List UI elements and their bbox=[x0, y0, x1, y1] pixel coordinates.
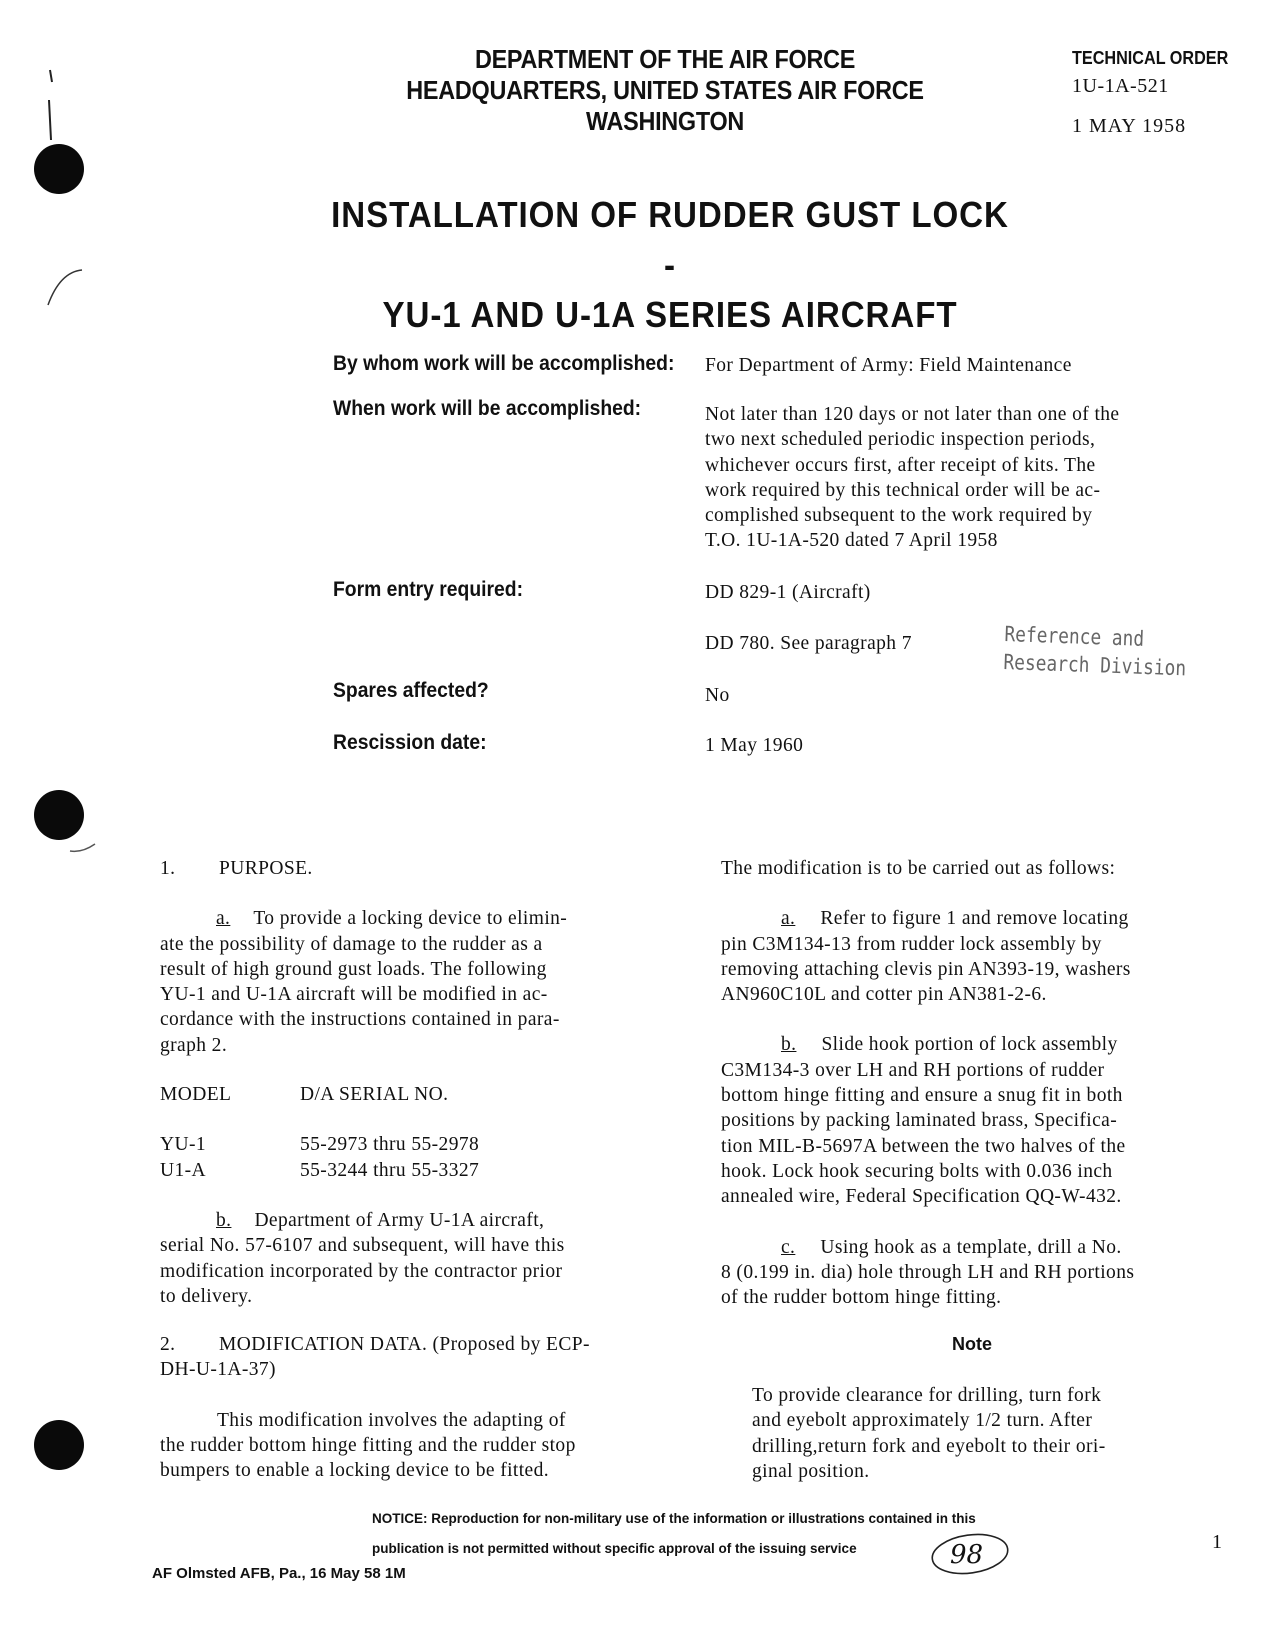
step-c bbox=[721, 1235, 1241, 1311]
section-title: PURPOSE. bbox=[219, 858, 313, 879]
dept-line-3: WASHINGTON bbox=[585, 106, 745, 136]
technical-order-date: 1 MAY 1958 bbox=[1072, 115, 1187, 137]
left-column bbox=[160, 856, 680, 1484]
right-column bbox=[721, 856, 1241, 1310]
paragraph-2 bbox=[160, 1408, 680, 1484]
text-line: graph 2. bbox=[160, 1034, 228, 1056]
note-text bbox=[752, 1383, 1232, 1484]
text-line: DH-U-1A-37) bbox=[160, 1359, 276, 1381]
text-line: MODIFICATION DATA. (Proposed by ECP- bbox=[219, 1334, 590, 1356]
text-line: To provide clearance for drilling, turn fork bbox=[752, 1385, 1102, 1406]
by-whom-label: By whom work will be accomplished: bbox=[333, 352, 675, 375]
step-b bbox=[721, 1032, 1241, 1209]
text-line: to delivery. bbox=[160, 1285, 253, 1307]
form-entry-label: Form entry required: bbox=[333, 578, 524, 601]
text-line: of the rudder bottom hinge fitting. bbox=[721, 1287, 1002, 1309]
print-footer: AF Olmsted AFB, Pa., 16 May 58 1M bbox=[152, 1565, 406, 1582]
section-2-heading bbox=[160, 1332, 680, 1383]
text-line: bottom hinge fitting and ensure a snug fit in both bbox=[721, 1085, 1123, 1107]
text-line: result of high ground gust loads. The following bbox=[160, 958, 547, 980]
technical-order-number: 1U-1A-521 bbox=[1072, 75, 1169, 97]
when-line: T.O. 1U-1A-520 dated 7 April 1958 bbox=[705, 530, 998, 552]
procedure-intro: The modification is to be carried out as follows: bbox=[721, 858, 1116, 879]
step-letter: a. bbox=[781, 908, 796, 930]
table-cell: 55-2973 thru 55-2978 bbox=[300, 1134, 480, 1156]
text-line: Using hook as a template, drill a No. bbox=[820, 1236, 1122, 1258]
text-line: and eyebolt approximately 1/2 turn. After bbox=[752, 1410, 1093, 1432]
text-line: hook. Lock hook securing bolts with 0.036 inch bbox=[721, 1160, 1113, 1182]
step-letter: b. bbox=[781, 1034, 797, 1056]
form-entry-value-1: DD 829-1 (Aircraft) bbox=[705, 582, 871, 603]
table-row bbox=[160, 1132, 479, 1157]
text-line: annealed wire, Federal Specification QQ-W-432. bbox=[721, 1186, 1122, 1208]
handwritten-number-text: 98 bbox=[950, 1540, 984, 1570]
table-row bbox=[160, 1158, 479, 1183]
title-line-1: INSTALLATION OF RUDDER GUST LOCK - bbox=[331, 194, 1009, 285]
text-line: ate the possibility of damage to the rudder as a bbox=[160, 933, 543, 955]
text-line: To provide a locking device to elimin- bbox=[253, 908, 568, 930]
technical-order-label: TECHNICAL ORDER bbox=[1072, 48, 1229, 68]
text-line: tion MIL-B-5697A between the two halves of the bbox=[721, 1135, 1126, 1157]
rescission-label: Rescission date: bbox=[333, 731, 487, 754]
notice-line-2: publication is not permitted without specific approval of the issuing service bbox=[372, 1541, 857, 1556]
document-title bbox=[330, 190, 1011, 340]
text-line: Slide hook portion of lock assembly bbox=[821, 1034, 1118, 1056]
table-cell: U1-A bbox=[160, 1159, 207, 1181]
text-line: This modification involves the adapting of bbox=[217, 1409, 566, 1431]
when-line: work required by this technical order will be ac- bbox=[705, 479, 1101, 501]
reference-stamp bbox=[1003, 620, 1188, 682]
text-line: removing attaching clevis pin AN393-19, washers bbox=[721, 958, 1131, 980]
text-line: serial No. 57-6107 and subsequent, will have this bbox=[160, 1235, 565, 1257]
punch-hole-bottom bbox=[34, 1420, 84, 1470]
form-entry-value-2: DD 780. See paragraph 7 bbox=[705, 633, 912, 654]
text-line: bumpers to enable a locking device to be fitted. bbox=[160, 1460, 550, 1482]
text-line: Refer to figure 1 and remove locating bbox=[820, 908, 1129, 930]
when-line: complished subsequent to the work required by bbox=[705, 505, 1093, 527]
spares-value: No bbox=[705, 685, 730, 706]
step-a bbox=[721, 906, 1241, 1007]
when-line: Not later than 120 days or not later than one of the bbox=[705, 404, 1120, 425]
stamp-line: Reference and bbox=[1004, 621, 1145, 651]
section-number: 2. bbox=[160, 1334, 176, 1356]
title-line-2: YU-1 AND U-1A SERIES AIRCRAFT bbox=[382, 294, 958, 335]
when-line: two next scheduled periodic inspection periods, bbox=[705, 429, 1096, 451]
dept-line-2: HEADQUARTERS, UNITED STATES AIR FORCE bbox=[406, 75, 924, 105]
paragraph-letter: a. bbox=[216, 908, 231, 930]
when-label: When work will be accomplished: bbox=[333, 397, 642, 420]
step-letter: c. bbox=[781, 1236, 796, 1258]
table-cell: 55-3244 thru 55-3327 bbox=[300, 1159, 480, 1181]
spares-label: Spares affected? bbox=[333, 679, 489, 702]
table-header: D/A SERIAL NO. bbox=[300, 1084, 449, 1106]
text-line: modification incorporated by the contractor prior bbox=[160, 1260, 563, 1282]
paragraph-1a bbox=[160, 906, 680, 1058]
text-line: 8 (0.199 in. dia) hole through LH and RH portions bbox=[721, 1261, 1135, 1283]
table-header-row bbox=[160, 1082, 479, 1107]
stamp-line: Research Division bbox=[1003, 649, 1187, 681]
section-1-heading bbox=[160, 856, 680, 881]
by-whom-value: For Department of Army: Field Maintenance bbox=[705, 355, 1072, 376]
serial-table bbox=[160, 1082, 479, 1183]
text-line: pin C3M134-13 from rudder lock assembly by bbox=[721, 933, 1102, 955]
text-line: ginal position. bbox=[752, 1460, 870, 1482]
dept-line-1: DEPARTMENT OF THE AIR FORCE bbox=[474, 44, 856, 74]
text-line: positions by packing laminated brass, Specifica- bbox=[721, 1110, 1118, 1132]
rescission-value: 1 May 1960 bbox=[705, 735, 804, 756]
table-cell: YU-1 bbox=[160, 1134, 207, 1156]
table-header: MODEL bbox=[160, 1084, 232, 1106]
text-line: the rudder bottom hinge fitting and the rudder stop bbox=[160, 1435, 576, 1457]
text-line: C3M134-3 over LH and RH portions of rudder bbox=[721, 1059, 1105, 1081]
paragraph-letter: b. bbox=[216, 1209, 232, 1231]
notice-line-1: NOTICE: Reproduction for non-military use of the information or illustrations contained in this bbox=[372, 1511, 976, 1526]
when-value bbox=[705, 402, 1119, 554]
paragraph-1b bbox=[160, 1208, 680, 1309]
handwritten-number bbox=[928, 1531, 1014, 1577]
text-line: Department of Army U-1A aircraft, bbox=[254, 1209, 545, 1231]
note-heading: Note bbox=[952, 1334, 992, 1354]
text-line: cordance with the instructions contained in para- bbox=[160, 1009, 560, 1031]
department-heading bbox=[391, 44, 940, 137]
page-number: 1 bbox=[1212, 1531, 1222, 1553]
when-line: whichever occurs first, after receipt of kits. The bbox=[705, 454, 1096, 476]
text-line: YU-1 and U-1A aircraft will be modified in ac- bbox=[160, 984, 548, 1006]
margin-marks bbox=[30, 60, 110, 860]
section-number: 1. bbox=[160, 858, 176, 879]
text-line: drilling,return fork and eyebolt to their ori- bbox=[752, 1435, 1106, 1457]
text-line: AN960C10L and cotter pin AN381-2-6. bbox=[721, 984, 1047, 1006]
